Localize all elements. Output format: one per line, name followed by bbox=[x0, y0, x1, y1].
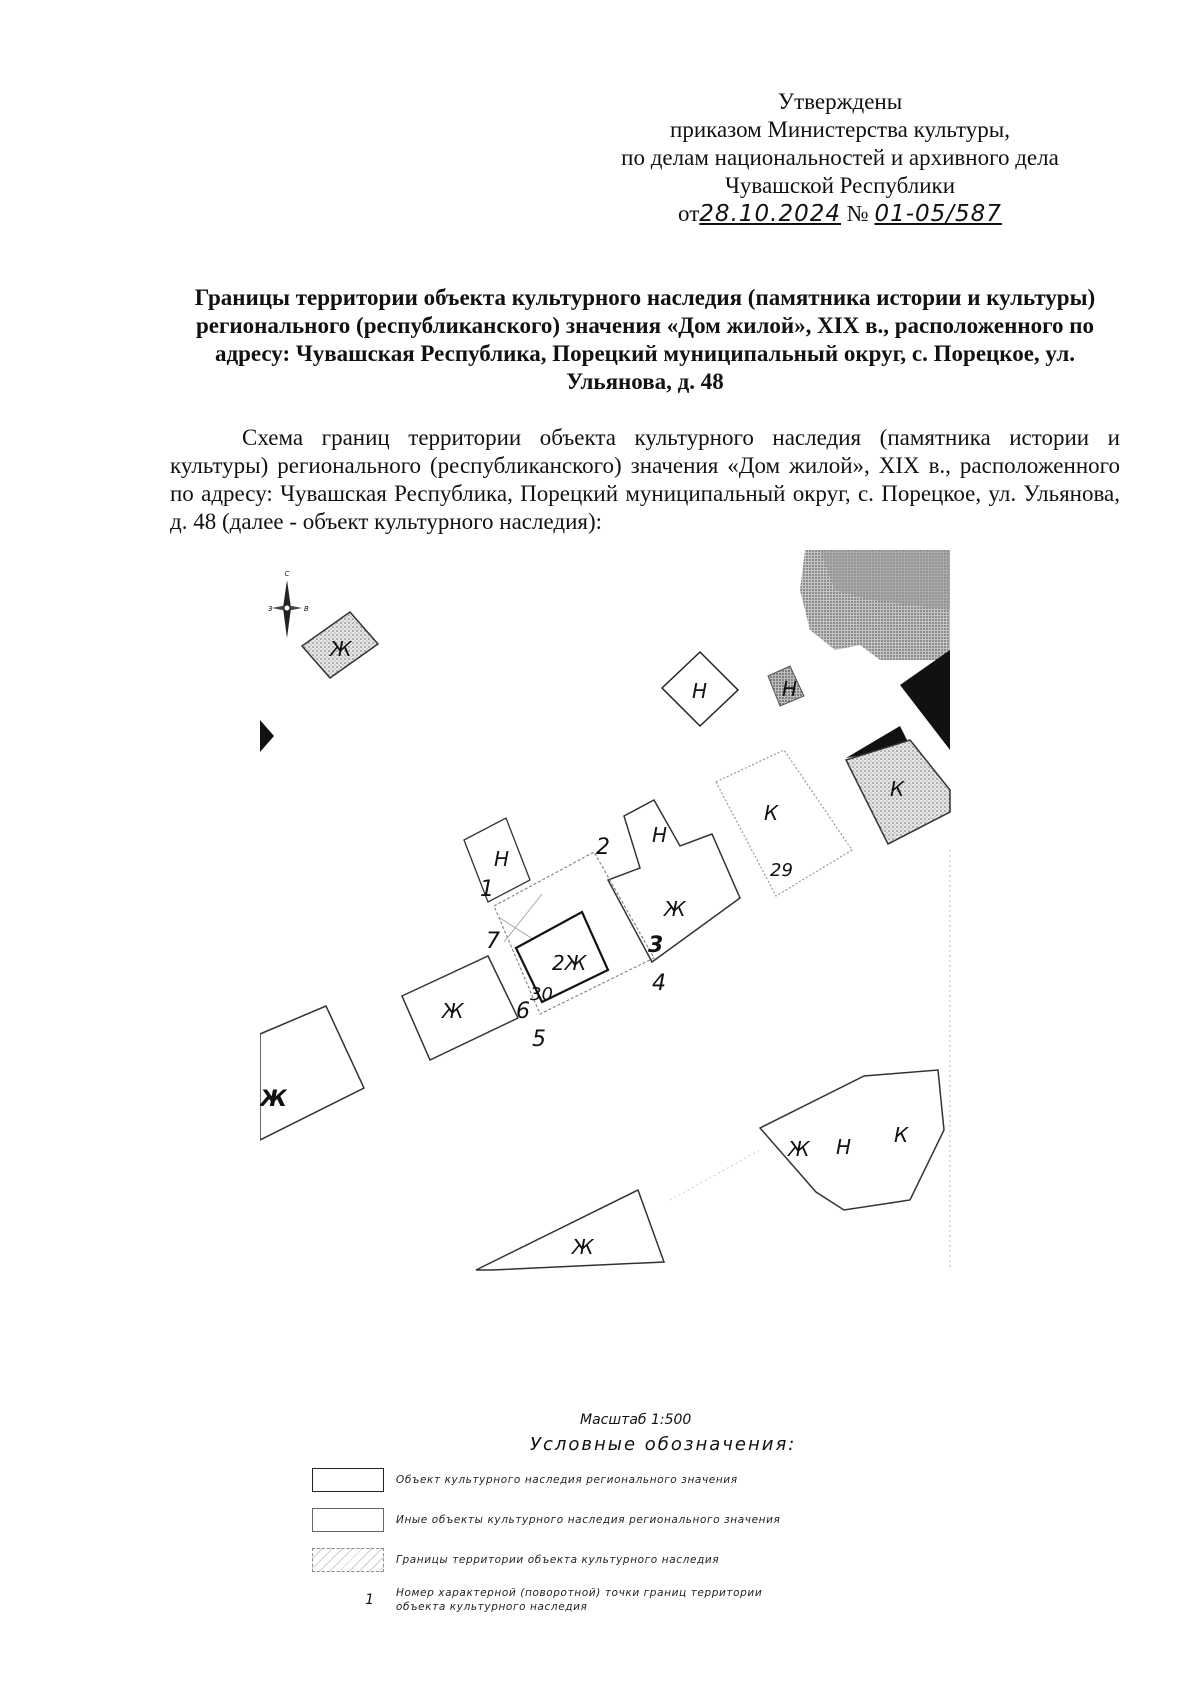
compass-west-label: З bbox=[268, 605, 273, 613]
black-wedge-1 bbox=[900, 650, 950, 750]
label-k-right: К bbox=[890, 777, 905, 801]
number-prefix: № bbox=[846, 201, 869, 226]
approval-date-line bbox=[560, 200, 1120, 228]
compass-north-label: С bbox=[284, 570, 290, 578]
legend-swatch-heritage-object bbox=[312, 1468, 384, 1492]
label-k-bottom-right: К bbox=[894, 1123, 909, 1147]
number-value: 01-05/587 bbox=[874, 201, 1002, 227]
label-n-complex: Н bbox=[652, 823, 668, 847]
label-zh-bottom: Ж bbox=[572, 1235, 594, 1259]
scale-label: Масштаб 1:500 bbox=[580, 1412, 692, 1428]
building-zh-bottom bbox=[476, 1190, 664, 1270]
legend-item-boundary-point bbox=[312, 1586, 776, 1614]
approval-line-4: Чувашской Республики bbox=[724, 173, 956, 198]
label-k-29: К bbox=[764, 801, 779, 825]
legend-swatch-territory-boundary bbox=[312, 1548, 384, 1572]
point-5: 5 bbox=[532, 1027, 546, 1052]
date-value: 28.10.2024 bbox=[699, 201, 841, 227]
approval-block bbox=[560, 88, 1120, 228]
boundary-scheme bbox=[260, 550, 1030, 1420]
point-2: 2 bbox=[596, 835, 610, 860]
approval-line-2: приказом Министерства культуры, bbox=[670, 117, 1010, 142]
point-3: 3 bbox=[648, 933, 664, 958]
point-7: 7 bbox=[486, 929, 500, 954]
label-zh-top-left: Ж bbox=[330, 637, 352, 661]
label-zh-left: Ж bbox=[260, 1087, 287, 1112]
legend-text-boundary-point: Номер характерной (поворотной) точки границ территории объекта культурного наследия bbox=[396, 1587, 763, 1613]
house-number-29: 29 bbox=[770, 860, 793, 881]
label-n-top: Н bbox=[692, 679, 708, 703]
edge-arrow-icon bbox=[260, 720, 274, 752]
label-2zh: 2Ж bbox=[552, 951, 587, 975]
point-1: 1 bbox=[480, 877, 494, 902]
label-n-small: Н bbox=[782, 677, 798, 701]
legend-title: Условные обозначения: bbox=[530, 1434, 797, 1455]
building-n-zh-complex bbox=[608, 800, 740, 962]
compass-icon bbox=[268, 570, 309, 638]
label-zh-bottom-right: Ж bbox=[788, 1137, 810, 1161]
point-6: 6 bbox=[516, 999, 530, 1024]
intro-paragraph: Схема границ территории объекта культурного наследия (памятника истории и культуры) регионального (республиканского) значения «Дом жилой», XIX в., расположенного по адресу: Чувашская Республика, Порецкий муниципальный округ, с. Порецкое, ул. Ульянова, д. 48 (далее - объект культурного наследия): bbox=[170, 425, 1120, 534]
legend-swatch-other-objects bbox=[312, 1508, 384, 1532]
point-4: 4 bbox=[652, 971, 666, 996]
approval-line-1: Утверждены bbox=[777, 89, 903, 114]
legend-text-territory-boundary: Границы территории объекта культурного наследия bbox=[396, 1554, 720, 1566]
legend-text-other-objects: Иные объекты культурного наследия регионального значения bbox=[396, 1514, 781, 1526]
legend-item-other-objects bbox=[312, 1508, 780, 1532]
legend-item-territory-boundary bbox=[312, 1548, 719, 1572]
building-zh-left bbox=[260, 1006, 364, 1140]
approval-line-3: по делам национальностей и архивного дела bbox=[621, 145, 1059, 170]
label-zh-middle: Ж bbox=[442, 999, 464, 1023]
date-prefix: от bbox=[678, 201, 700, 226]
legend-item-heritage-object bbox=[312, 1468, 738, 1492]
label-zh-complex: Ж bbox=[664, 897, 686, 921]
legend-point-mark: 1 bbox=[365, 1592, 374, 1608]
compass-east-label: В bbox=[304, 605, 309, 613]
house-number-30: 30 bbox=[530, 984, 553, 1005]
label-n-bottom-right: Н bbox=[836, 1135, 852, 1159]
legend-text-heritage-object: Объект культурного наследия регионального значения bbox=[396, 1474, 738, 1486]
scheme-drawing bbox=[260, 550, 1030, 1420]
label-n-middle: Н bbox=[494, 847, 510, 871]
document-title: Границы территории объекта культурного наследия (памятника истории и культуры) регионального (республиканского) значения «Дом жилой», XIX в., расположенного по адресу: Чувашская Республика, Порецкий муниципальный округ, с. Порецкое, ул. Ульянова, д. 48 bbox=[194, 285, 1096, 394]
